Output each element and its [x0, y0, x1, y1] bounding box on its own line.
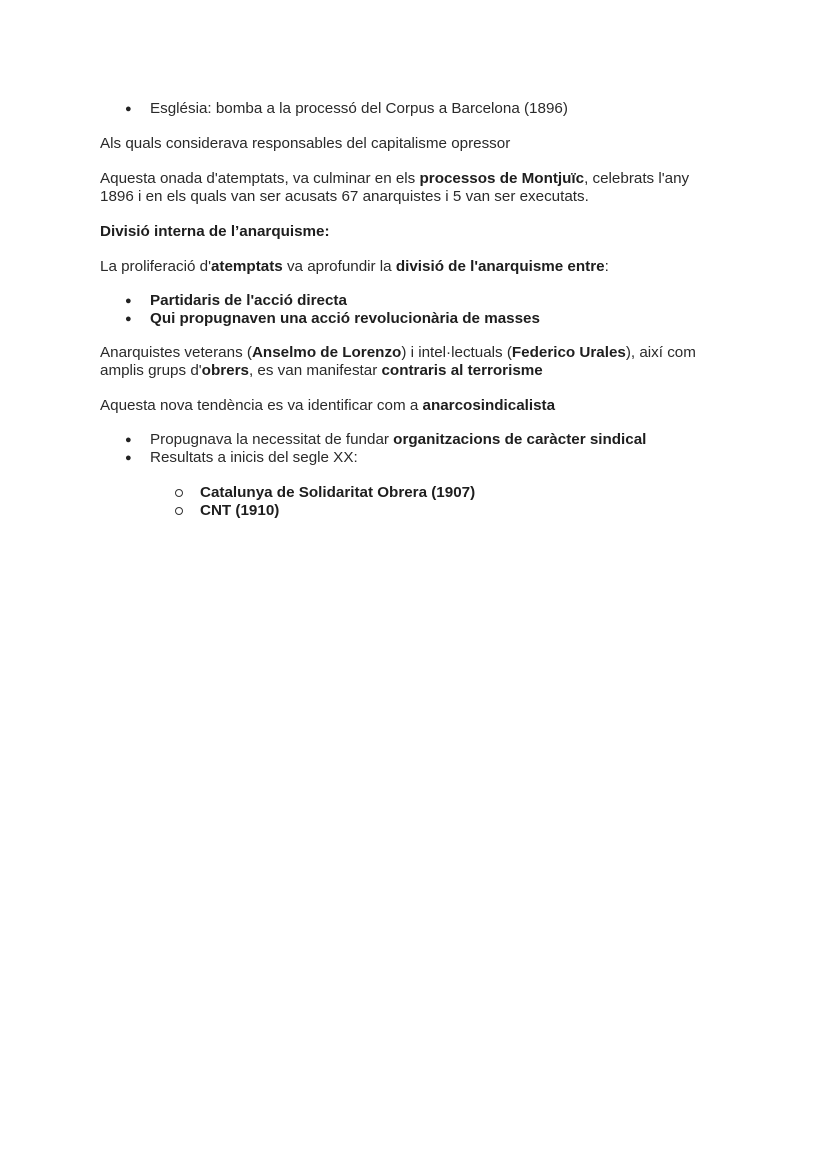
sublist-item: CNT (1910): [200, 502, 280, 519]
text: Aquesta nova tendència es va identificar com a: [100, 397, 423, 414]
bullet-icon: ●: [125, 103, 132, 115]
section-heading: Divisió interna de l’anarquisme:: [100, 223, 330, 240]
bold-text: atemptats: [210, 258, 283, 275]
bold-text: obrers: [201, 362, 249, 379]
sublist-item: Catalunya de Solidaritat Obrera (1907): [200, 484, 476, 501]
paragraph-montjuic-line2: 1896 i en els quals van ser acusats 67 anarquistes i 5 van ser executats.: [100, 188, 589, 205]
bullet-icon: ●: [125, 313, 132, 325]
text: amplis grups d': [100, 362, 202, 379]
paragraph-capitalisme: Als quals considerava responsables del capitalisme opressor: [100, 135, 511, 152]
bullet-icon: ●: [125, 434, 132, 446]
bold-text: contraris al terrorisme: [381, 362, 543, 379]
text: ) i intel·lectuals (: [401, 344, 512, 361]
bold-text: organitzacions de caràcter sindical: [393, 431, 647, 448]
list-item: Partidaris de l'acció directa: [150, 292, 347, 309]
paragraph-veterans-line2: [100, 362, 543, 380]
list-item: Resultats a inicis del segle XX:: [150, 449, 358, 466]
text: Propugnava la necessitat de fundar: [150, 431, 394, 448]
hollow-bullet-icon: [175, 489, 183, 497]
text: va aprofundir la: [282, 258, 396, 275]
bold-text: Federico Urales: [511, 344, 626, 361]
paragraph-proliferacio: [100, 258, 609, 276]
text: Anarquistes veterans (: [100, 344, 252, 361]
text: :: [604, 258, 609, 275]
paragraph-veterans-line1: [100, 344, 696, 362]
bullet-icon: ●: [125, 295, 132, 307]
text: , es van manifestar: [248, 362, 382, 379]
bold-text: divisió de l'anarquisme entre: [395, 258, 605, 275]
hollow-bullet-icon: [175, 507, 183, 515]
text: ), així com: [625, 344, 696, 361]
list-item: Qui propugnaven una acció revolucionària de masses: [150, 310, 540, 327]
bullet-icon: ●: [125, 452, 132, 464]
bold-text: anarcosindicalista: [422, 397, 556, 414]
list-item-esglesia: Església: bomba a la processó del Corpus a Barcelona (1896): [150, 100, 568, 117]
paragraph-montjuic-line1: [100, 170, 689, 188]
bold-text: Anselmo de Lorenzo: [251, 344, 402, 361]
list-item: [150, 431, 646, 449]
text: , celebrats l'any: [584, 170, 690, 187]
text: La proliferació d': [100, 258, 211, 275]
bold-text: processos de Montjuïc: [419, 170, 585, 187]
paragraph-anarcosindicalista: [100, 397, 555, 415]
text: Aquesta onada d'atemptats, va culminar en els: [100, 170, 420, 187]
